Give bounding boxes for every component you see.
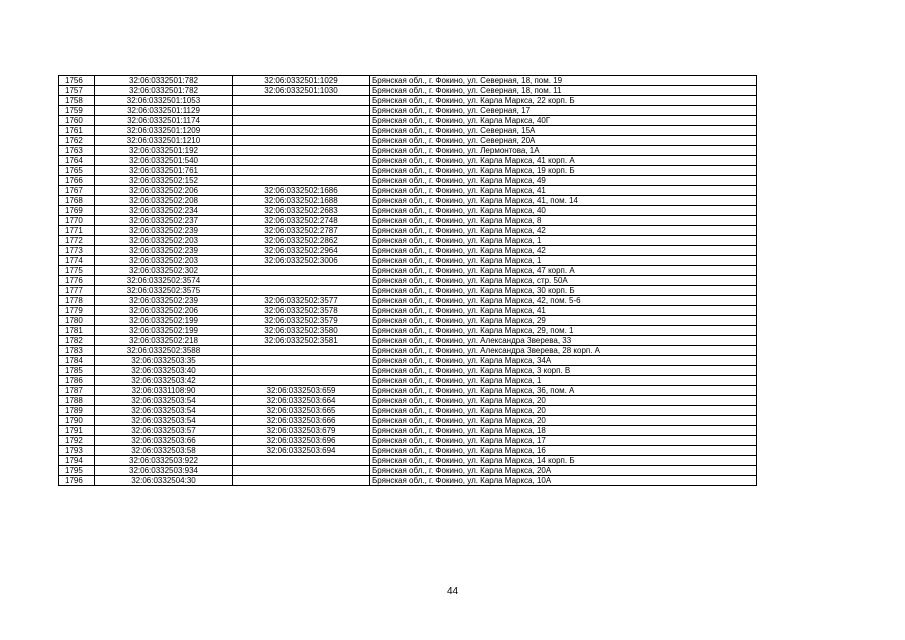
row-number-cell: 1764: [59, 156, 95, 166]
address-cell: Брянская обл., г. Фокино, ул. Карла Маркса, 40Г: [370, 116, 757, 126]
address-cell: Брянская обл., г. Фокино, ул. Карла Маркса, 40: [370, 206, 757, 216]
row-number-cell: 1766: [59, 176, 95, 186]
row-number-cell: 1778: [59, 296, 95, 306]
cadastral-number-cell: 32:06:0332503:934: [95, 466, 233, 476]
related-cadastral-number-cell: 32:06:0332502:2748: [233, 216, 370, 226]
table-row: [59, 376, 757, 386]
related-cadastral-number-cell: 32:06:0332501:1029: [233, 76, 370, 86]
address-cell: Брянская обл., г. Фокино, ул. Карла Маркса, стр. 50А: [370, 276, 757, 286]
cadastral-number-cell: 32:06:0332503:58: [95, 446, 233, 456]
cadastral-number-cell: 32:06:0332503:35: [95, 356, 233, 366]
cadastral-number-cell: 32:06:0332502:237: [95, 216, 233, 226]
row-number-cell: 1794: [59, 456, 95, 466]
row-number-cell: 1757: [59, 86, 95, 96]
address-cell: Брянская обл., г. Фокино, ул. Карла Маркса, 20: [370, 396, 757, 406]
table-row: [59, 346, 757, 356]
cadastral-number-cell: 32:06:0332501:1209: [95, 126, 233, 136]
related-cadastral-number-cell: [233, 116, 370, 126]
table-row: [59, 206, 757, 216]
cadastral-number-cell: 32:06:0332502:203: [95, 256, 233, 266]
address-cell: Брянская обл., г. Фокино, ул. Карла Маркса, 42, пом. 5-6: [370, 296, 757, 306]
address-cell: Брянская обл., г. Фокино, ул. Северная, 15А: [370, 126, 757, 136]
row-number-cell: 1791: [59, 426, 95, 436]
row-number-cell: 1789: [59, 406, 95, 416]
cadastral-number-cell: 32:06:0332501:1174: [95, 116, 233, 126]
table-row: [59, 296, 757, 306]
row-number-cell: 1761: [59, 126, 95, 136]
related-cadastral-number-cell: [233, 346, 370, 356]
table-row: [59, 316, 757, 326]
row-number-cell: 1796: [59, 476, 95, 486]
cadastral-number-cell: 32:06:0331108:90: [95, 386, 233, 396]
cadastral-number-cell: 32:06:0332501:782: [95, 86, 233, 96]
address-cell: Брянская обл., г. Фокино, ул. Александра Зверева, 28 корп. А: [370, 346, 757, 356]
table-row: [59, 256, 757, 266]
address-cell: Брянская обл., г. Фокино, ул. Карла Маркса, 42: [370, 246, 757, 256]
cadastral-number-cell: 32:06:0332502:234: [95, 206, 233, 216]
table-row: [59, 286, 757, 296]
address-cell: Брянская обл., г. Фокино, ул. Карла Маркса, 16: [370, 446, 757, 456]
related-cadastral-number-cell: [233, 376, 370, 386]
related-cadastral-number-cell: 32:06:0332502:3580: [233, 326, 370, 336]
cadastral-number-cell: 32:06:0332502:239: [95, 296, 233, 306]
table-row: [59, 146, 757, 156]
cadastral-number-cell: 32:06:0332501:1129: [95, 106, 233, 116]
address-cell: Брянская обл., г. Фокино, ул. Карла Маркса, 29: [370, 316, 757, 326]
row-number-cell: 1768: [59, 196, 95, 206]
row-number-cell: 1756: [59, 76, 95, 86]
row-number-cell: 1786: [59, 376, 95, 386]
row-number-cell: 1769: [59, 206, 95, 216]
table-row: [59, 436, 757, 446]
address-cell: Брянская обл., г. Фокино, ул. Карла Маркса, 41: [370, 306, 757, 316]
row-number-cell: 1782: [59, 336, 95, 346]
cadastral-number-cell: 32:06:0332501:540: [95, 156, 233, 166]
address-cell: Брянская обл., г. Фокино, ул. Карла Маркса, 1: [370, 376, 757, 386]
cadastral-number-cell: 32:06:0332502:3588: [95, 346, 233, 356]
cadastral-number-cell: 32:06:0332502:206: [95, 306, 233, 316]
row-number-cell: 1765: [59, 166, 95, 176]
related-cadastral-number-cell: 32:06:0332502:2862: [233, 236, 370, 246]
table-row: [59, 466, 757, 476]
cadastral-number-cell: 32:06:0332501:782: [95, 76, 233, 86]
row-number-cell: 1795: [59, 466, 95, 476]
cadastral-number-cell: 32:06:0332503:57: [95, 426, 233, 436]
address-cell: Брянская обл., г. Фокино, ул. Карла Маркса, 20: [370, 416, 757, 426]
table-row: [59, 446, 757, 456]
cadastral-table: [58, 75, 757, 486]
table-row: [59, 276, 757, 286]
cadastral-number-cell: 32:06:0332503:66: [95, 436, 233, 446]
related-cadastral-number-cell: [233, 96, 370, 106]
related-cadastral-number-cell: 32:06:0332502:1686: [233, 186, 370, 196]
related-cadastral-number-cell: 32:06:0332502:2683: [233, 206, 370, 216]
related-cadastral-number-cell: 32:06:0332503:679: [233, 426, 370, 436]
related-cadastral-number-cell: 32:06:0332502:2964: [233, 246, 370, 256]
table-row: [59, 166, 757, 176]
row-number-cell: 1759: [59, 106, 95, 116]
row-number-cell: 1779: [59, 306, 95, 316]
table-row: [59, 156, 757, 166]
cadastral-number-cell: 32:06:0332502:218: [95, 336, 233, 346]
address-cell: Брянская обл., г. Фокино, ул. Карла Маркса, 22 корп. Б: [370, 96, 757, 106]
address-cell: Брянская обл., г. Фокино, ул. Карла Маркса, 41: [370, 186, 757, 196]
cadastral-number-cell: 32:06:0332504:30: [95, 476, 233, 486]
address-cell: Брянская обл., г. Фокино, ул. Карла Маркса, 34А: [370, 356, 757, 366]
related-cadastral-number-cell: [233, 476, 370, 486]
table-row: [59, 236, 757, 246]
table-row: [59, 116, 757, 126]
related-cadastral-number-cell: 32:06:0332503:659: [233, 386, 370, 396]
row-number-cell: 1784: [59, 356, 95, 366]
related-cadastral-number-cell: [233, 146, 370, 156]
table-row: [59, 306, 757, 316]
related-cadastral-number-cell: [233, 456, 370, 466]
related-cadastral-number-cell: 32:06:0332503:665: [233, 406, 370, 416]
table-row: [59, 96, 757, 106]
address-cell: Брянская обл., г. Фокино, ул. Карла Маркса, 29, пом. 1: [370, 326, 757, 336]
row-number-cell: 1793: [59, 446, 95, 456]
row-number-cell: 1783: [59, 346, 95, 356]
row-number-cell: 1787: [59, 386, 95, 396]
table-row: [59, 396, 757, 406]
related-cadastral-number-cell: [233, 286, 370, 296]
address-cell: Брянская обл., г. Фокино, ул. Северная, 18, пом. 19: [370, 76, 757, 86]
table-row: [59, 136, 757, 146]
table-row: [59, 266, 757, 276]
address-cell: Брянская обл., г. Фокино, ул. Северная, 18, пом. 11: [370, 86, 757, 96]
related-cadastral-number-cell: 32:06:0332502:3579: [233, 316, 370, 326]
row-number-cell: 1780: [59, 316, 95, 326]
cadastral-number-cell: 32:06:0332501:1210: [95, 136, 233, 146]
related-cadastral-number-cell: [233, 466, 370, 476]
cadastral-number-cell: 32:06:0332503:922: [95, 456, 233, 466]
address-cell: Брянская обл., г. Фокино, ул. Карла Маркса, 18: [370, 426, 757, 436]
address-cell: Брянская обл., г. Фокино, ул. Карла Маркса, 17: [370, 436, 757, 446]
cadastral-number-cell: 32:06:0332503:54: [95, 396, 233, 406]
cadastral-number-cell: 32:06:0332502:208: [95, 196, 233, 206]
related-cadastral-number-cell: 32:06:0332503:666: [233, 416, 370, 426]
row-number-cell: 1773: [59, 246, 95, 256]
address-cell: Брянская обл., г. Фокино, ул. Карла Маркса, 1: [370, 256, 757, 266]
table-row: [59, 106, 757, 116]
table-row: [59, 416, 757, 426]
address-cell: Брянская обл., г. Фокино, ул. Северная, 20А: [370, 136, 757, 146]
table-row: [59, 336, 757, 346]
table-row: [59, 196, 757, 206]
table-row: [59, 186, 757, 196]
related-cadastral-number-cell: 32:06:0332502:1688: [233, 196, 370, 206]
related-cadastral-number-cell: [233, 166, 370, 176]
table-row: [59, 86, 757, 96]
address-cell: Брянская обл., г. Фокино, ул. Карла Маркса, 20: [370, 406, 757, 416]
cadastral-number-cell: 32:06:0332502:199: [95, 326, 233, 336]
related-cadastral-number-cell: [233, 266, 370, 276]
cadastral-number-cell: 32:06:0332502:3574: [95, 276, 233, 286]
related-cadastral-number-cell: 32:06:0332502:3581: [233, 336, 370, 346]
address-cell: Брянская обл., г. Фокино, ул. Карла Маркса, 30 корп. Б: [370, 286, 757, 296]
cadastral-number-cell: 32:06:0332502:3575: [95, 286, 233, 296]
table-row: [59, 246, 757, 256]
row-number-cell: 1772: [59, 236, 95, 246]
cadastral-number-cell: 32:06:0332502:239: [95, 246, 233, 256]
row-number-cell: 1774: [59, 256, 95, 266]
row-number-cell: 1767: [59, 186, 95, 196]
cadastral-number-cell: 32:06:0332501:192: [95, 146, 233, 156]
address-cell: Брянская обл., г. Фокино, ул. Карла Маркса, 49: [370, 176, 757, 186]
address-cell: Брянская обл., г. Фокино, ул. Карла Маркса, 47 корп. А: [370, 266, 757, 276]
related-cadastral-number-cell: [233, 176, 370, 186]
related-cadastral-number-cell: 32:06:0332503:694: [233, 446, 370, 456]
table-row: [59, 456, 757, 466]
cadastral-number-cell: 32:06:0332501:761: [95, 166, 233, 176]
table-row: [59, 176, 757, 186]
row-number-cell: 1790: [59, 416, 95, 426]
cadastral-number-cell: 32:06:0332502:152: [95, 176, 233, 186]
table-row: [59, 216, 757, 226]
address-cell: Брянская обл., г. Фокино, ул. Александра Зверева, 33: [370, 336, 757, 346]
address-cell: Брянская обл., г. Фокино, ул. Карла Маркса, 1: [370, 236, 757, 246]
row-number-cell: 1758: [59, 96, 95, 106]
cadastral-number-cell: 32:06:0332503:40: [95, 366, 233, 376]
address-cell: Брянская обл., г. Фокино, ул. Карла Маркса, 10А: [370, 476, 757, 486]
row-number-cell: 1771: [59, 226, 95, 236]
row-number-cell: 1762: [59, 136, 95, 146]
address-cell: Брянская обл., г. Фокино, ул. Карла Маркса, 41 корп. А: [370, 156, 757, 166]
row-number-cell: 1792: [59, 436, 95, 446]
table-row: [59, 476, 757, 486]
cadastral-number-cell: 32:06:0332502:206: [95, 186, 233, 196]
address-cell: Брянская обл., г. Фокино, ул. Лермонтова, 1А: [370, 146, 757, 156]
row-number-cell: 1763: [59, 146, 95, 156]
cadastral-number-cell: 32:06:0332502:199: [95, 316, 233, 326]
address-cell: Брянская обл., г. Фокино, ул. Карла Маркса, 20А: [370, 466, 757, 476]
row-number-cell: 1770: [59, 216, 95, 226]
row-number-cell: 1788: [59, 396, 95, 406]
row-number-cell: 1781: [59, 326, 95, 336]
related-cadastral-number-cell: [233, 106, 370, 116]
address-cell: Брянская обл., г. Фокино, ул. Карла Маркса, 36, пом. А: [370, 386, 757, 396]
table-body: [59, 76, 757, 486]
related-cadastral-number-cell: [233, 366, 370, 376]
related-cadastral-number-cell: [233, 356, 370, 366]
address-cell: Брянская обл., г. Фокино, ул. Карла Маркса, 19 корп. Б: [370, 166, 757, 176]
address-cell: Брянская обл., г. Фокино, ул. Карла Маркса, 14 корп. Б: [370, 456, 757, 466]
cadastral-number-cell: 32:06:0332501:1053: [95, 96, 233, 106]
related-cadastral-number-cell: 32:06:0332502:2787: [233, 226, 370, 236]
table-row: [59, 366, 757, 376]
address-cell: Брянская обл., г. Фокино, ул. Карла Маркса, 41, пом. 14: [370, 196, 757, 206]
row-number-cell: 1775: [59, 266, 95, 276]
cadastral-number-cell: 32:06:0332502:302: [95, 266, 233, 276]
row-number-cell: 1776: [59, 276, 95, 286]
address-cell: Брянская обл., г. Фокино, ул. Карла Маркса, 8: [370, 216, 757, 226]
cadastral-number-cell: 32:06:0332503:42: [95, 376, 233, 386]
row-number-cell: 1760: [59, 116, 95, 126]
table-row: [59, 406, 757, 416]
row-number-cell: 1785: [59, 366, 95, 376]
table-row: [59, 326, 757, 336]
table-row: [59, 226, 757, 236]
table-row: [59, 356, 757, 366]
table-row: [59, 126, 757, 136]
address-cell: Брянская обл., г. Фокино, ул. Карла Маркса, 42: [370, 226, 757, 236]
cadastral-number-cell: 32:06:0332503:54: [95, 406, 233, 416]
table-row: [59, 426, 757, 436]
address-cell: Брянская обл., г. Фокино, ул. Карла Маркса, 3 корп. В: [370, 366, 757, 376]
table-row: [59, 386, 757, 396]
related-cadastral-number-cell: [233, 126, 370, 136]
row-number-cell: 1777: [59, 286, 95, 296]
related-cadastral-number-cell: [233, 136, 370, 146]
table-row: [59, 76, 757, 86]
related-cadastral-number-cell: 32:06:0332502:3578: [233, 306, 370, 316]
cadastral-number-cell: 32:06:0332503:54: [95, 416, 233, 426]
address-cell: Брянская обл., г. Фокино, ул. Северная, 17: [370, 106, 757, 116]
cadastral-number-cell: 32:06:0332502:203: [95, 236, 233, 246]
related-cadastral-number-cell: 32:06:0332503:696: [233, 436, 370, 446]
related-cadastral-number-cell: [233, 276, 370, 286]
related-cadastral-number-cell: 32:06:0332501:1030: [233, 86, 370, 96]
cadastral-number-cell: 32:06:0332502:239: [95, 226, 233, 236]
related-cadastral-number-cell: [233, 156, 370, 166]
related-cadastral-number-cell: 32:06:0332503:664: [233, 396, 370, 406]
related-cadastral-number-cell: 32:06:0332502:3577: [233, 296, 370, 306]
related-cadastral-number-cell: 32:06:0332502:3006: [233, 256, 370, 266]
page-number: 44: [446, 586, 459, 597]
